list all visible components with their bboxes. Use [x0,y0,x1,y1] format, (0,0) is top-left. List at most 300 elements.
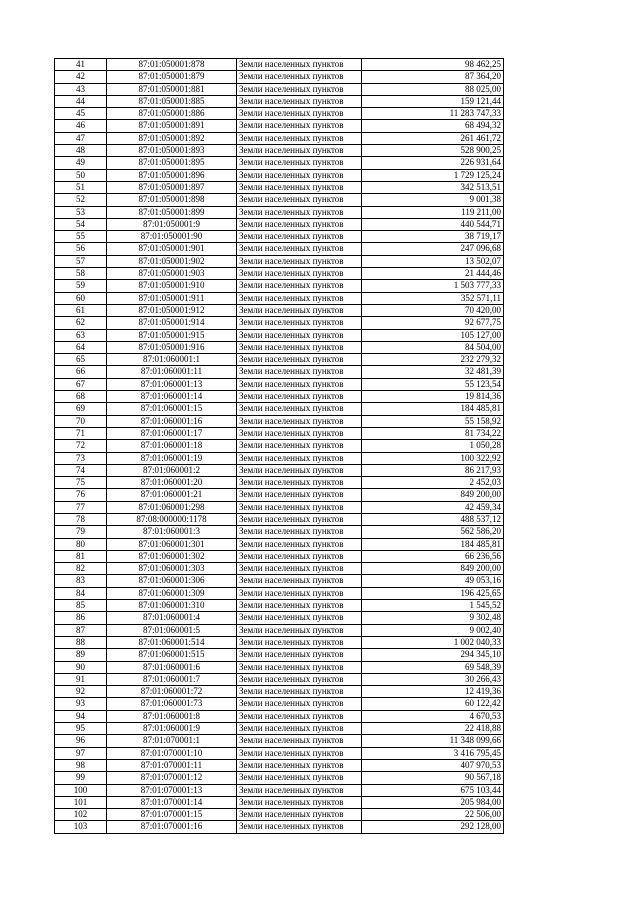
table-row [55,464,504,476]
table-row [55,452,504,464]
cadastral-value-cell: 352 571,11 [362,292,504,304]
row-number-cell: 74 [55,464,107,476]
table-row [55,280,504,292]
cadastral-value-cell: 11 283 747,33 [362,108,504,120]
cadastral-value-cell: 226 931,64 [362,157,504,169]
cadastral-number-cell: 87:01:050001:914 [107,317,237,329]
cadastral-number-cell: 87:01:060001:310 [107,600,237,612]
land-category-cell: Земли населенных пунктов [237,600,362,612]
cadastral-value-cell: 1 050,28 [362,440,504,452]
land-category-cell: Земли населенных пунктов [237,329,362,341]
cadastral-number-cell: 87:01:060001:72 [107,686,237,698]
cadastral-number-cell: 87:01:050001:892 [107,132,237,144]
cadastral-number-cell: 87:01:060001:21 [107,489,237,501]
land-category-cell: Земли населенных пунктов [237,636,362,648]
cadastral-value-cell: 81 734,22 [362,427,504,439]
cadastral-number-cell: 87:01:060001:7 [107,673,237,685]
cadastral-value-cell: 55 123,54 [362,378,504,390]
table-row [55,563,504,575]
cadastral-number-cell: 87:01:070001:11 [107,759,237,771]
row-number-cell: 58 [55,268,107,280]
cadastral-value-cell: 88 025,00 [362,83,504,95]
cadastral-number-cell: 87:01:060001:302 [107,550,237,562]
land-category-cell: Земли населенных пунктов [237,464,362,476]
cadastral-value-cell: 9 001,38 [362,194,504,206]
row-number-cell: 41 [55,59,107,71]
land-category-cell: Земли населенных пунктов [237,809,362,821]
table-row [55,181,504,193]
row-number-cell: 80 [55,538,107,550]
land-category-cell: Земли населенных пунктов [237,391,362,403]
cadastral-value-cell: 12 419,36 [362,686,504,698]
row-number-cell: 100 [55,784,107,796]
row-number-cell: 47 [55,132,107,144]
cadastral-number-cell: 87:01:070001:10 [107,747,237,759]
land-category-cell: Земли населенных пунктов [237,538,362,550]
cadastral-number-cell: 87:01:060001:514 [107,636,237,648]
row-number-cell: 85 [55,600,107,612]
row-number-cell: 57 [55,255,107,267]
cadastral-value-cell: 60 122,42 [362,698,504,710]
row-number-cell: 89 [55,649,107,661]
table-row [55,71,504,83]
table-row [55,710,504,722]
land-category-cell: Земли населенных пунктов [237,95,362,107]
table-row [55,120,504,132]
land-category-cell: Земли населенных пунктов [237,231,362,243]
cadastral-number-cell: 87:01:070001:1 [107,735,237,747]
table-row [55,83,504,95]
cadastral-number-cell: 87:01:060001:298 [107,501,237,513]
cadastral-value-cell: 100 322,92 [362,452,504,464]
cadastral-number-cell: 87:01:060001:6 [107,661,237,673]
land-category-cell: Земли населенных пунктов [237,723,362,735]
land-category-cell: Земли населенных пунктов [237,686,362,698]
cadastral-number-cell: 87:01:050001:912 [107,304,237,316]
row-number-cell: 88 [55,636,107,648]
land-category-cell: Земли населенных пунктов [237,243,362,255]
cadastral-number-cell: 87:01:050001:893 [107,145,237,157]
cadastral-value-cell: 440 544,71 [362,218,504,230]
row-number-cell: 94 [55,710,107,722]
row-number-cell: 70 [55,415,107,427]
cadastral-number-cell: 87:01:060001:8 [107,710,237,722]
land-category-cell: Земли населенных пунктов [237,612,362,624]
table-row [55,489,504,501]
row-number-cell: 59 [55,280,107,292]
land-category-cell: Земли населенных пунктов [237,440,362,452]
cadastral-value-cell: 66 236,56 [362,550,504,562]
row-number-cell: 55 [55,231,107,243]
table-row [55,95,504,107]
cadastral-number-cell: 87:01:060001:515 [107,649,237,661]
table-row [55,550,504,562]
cadastral-value-cell: 21 444,46 [362,268,504,280]
table-row [55,772,504,784]
cadastral-number-cell: 87:01:060001:73 [107,698,237,710]
land-category-cell: Земли населенных пунктов [237,268,362,280]
table-row [55,686,504,698]
table-row [55,108,504,120]
cadastral-value-cell: 90 567,18 [362,772,504,784]
cadastral-number-cell: 87:01:060001:18 [107,440,237,452]
row-number-cell: 83 [55,575,107,587]
cadastral-value-cell: 9 002,40 [362,624,504,636]
row-number-cell: 62 [55,317,107,329]
cadastral-value-cell: 1 545,52 [362,600,504,612]
land-category-cell: Земли населенных пунктов [237,255,362,267]
land-category-cell: Земли населенных пунктов [237,415,362,427]
table-row [55,169,504,181]
cadastral-number-cell: 87:01:050001:902 [107,255,237,267]
land-category-cell: Земли населенных пунктов [237,624,362,636]
cadastral-value-cell: 11 348 099,66 [362,735,504,747]
table-row [55,366,504,378]
table-row [55,440,504,452]
land-category-cell: Земли населенных пунктов [237,71,362,83]
table-row [55,698,504,710]
land-category-cell: Земли населенных пунктов [237,145,362,157]
cadastral-number-cell: 87:01:070001:16 [107,821,237,833]
land-category-cell: Земли населенных пунктов [237,526,362,538]
table-row [55,415,504,427]
cadastral-value-cell: 2 452,03 [362,477,504,489]
row-number-cell: 51 [55,181,107,193]
table-row [55,206,504,218]
table-row [55,513,504,525]
land-category-cell: Земли населенных пунктов [237,59,362,71]
row-number-cell: 91 [55,673,107,685]
table-row [55,636,504,648]
cadastral-value-cell: 9 302,48 [362,612,504,624]
cadastral-number-cell: 87:01:060001:9 [107,723,237,735]
cadastral-value-cell: 159 121,44 [362,95,504,107]
table-row [55,391,504,403]
table-row [55,218,504,230]
table-row [55,194,504,206]
cadastral-value-cell: 38 719,17 [362,231,504,243]
land-category-cell: Земли населенных пунктов [237,317,362,329]
cadastral-number-cell: 87:01:050001:896 [107,169,237,181]
cadastral-value-cell: 119 211,00 [362,206,504,218]
cadastral-number-cell: 87:01:050001:897 [107,181,237,193]
cadastral-number-cell: 87:01:050001:915 [107,329,237,341]
land-category-cell: Земли населенных пунктов [237,661,362,673]
table-row [55,759,504,771]
cadastral-value-cell: 184 485,81 [362,403,504,415]
table-row [55,575,504,587]
cadastral-value-cell: 247 096,68 [362,243,504,255]
cadastral-value-cell: 30 266,43 [362,673,504,685]
row-number-cell: 67 [55,378,107,390]
row-number-cell: 82 [55,563,107,575]
row-number-cell: 75 [55,477,107,489]
row-number-cell: 66 [55,366,107,378]
cadastral-number-cell: 87:01:050001:901 [107,243,237,255]
row-number-cell: 69 [55,403,107,415]
land-category-cell: Земли населенных пунктов [237,784,362,796]
land-category-cell: Земли населенных пунктов [237,477,362,489]
cadastral-value-cell: 92 677,75 [362,317,504,329]
row-number-cell: 93 [55,698,107,710]
cadastral-number-cell: 87:01:060001:11 [107,366,237,378]
table-row [55,145,504,157]
table-row [55,796,504,808]
row-number-cell: 79 [55,526,107,538]
row-number-cell: 48 [55,145,107,157]
cadastral-number-cell: 87:01:050001:895 [107,157,237,169]
table-row [55,304,504,316]
row-number-cell: 65 [55,354,107,366]
table-row [55,132,504,144]
row-number-cell: 60 [55,292,107,304]
row-number-cell: 54 [55,218,107,230]
land-category-cell: Земли населенных пунктов [237,120,362,132]
land-category-cell: Земли населенных пунктов [237,378,362,390]
land-category-cell: Земли населенных пунктов [237,280,362,292]
cadastral-number-cell: 87:01:060001:4 [107,612,237,624]
land-category-cell: Земли населенных пунктов [237,587,362,599]
row-number-cell: 52 [55,194,107,206]
cadastral-number-cell: 87:01:050001:886 [107,108,237,120]
cadastral-value-cell: 294 345,10 [362,649,504,661]
row-number-cell: 103 [55,821,107,833]
cadastral-value-cell: 98 462,25 [362,59,504,71]
table-row [55,59,504,71]
land-category-cell: Земли населенных пунктов [237,710,362,722]
row-number-cell: 42 [55,71,107,83]
land-category-cell: Земли населенных пунктов [237,403,362,415]
land-category-cell: Земли населенных пунктов [237,821,362,833]
table-body [55,59,504,834]
cadastral-value-cell: 1 503 777,33 [362,280,504,292]
table-row [55,501,504,513]
cadastral-number-cell: 87:01:060001:19 [107,452,237,464]
land-category-cell: Земли населенных пунктов [237,513,362,525]
land-category-cell: Земли населенных пунктов [237,563,362,575]
cadastral-number-cell: 87:01:060001:3 [107,526,237,538]
land-category-cell: Земли населенных пунктов [237,354,362,366]
land-category-cell: Земли населенных пунктов [237,206,362,218]
row-number-cell: 63 [55,329,107,341]
cadastral-number-cell: 87:01:060001:14 [107,391,237,403]
cadastral-number-cell: 87:01:060001:5 [107,624,237,636]
table-row [55,747,504,759]
cadastral-number-cell: 87:01:060001:1 [107,354,237,366]
cadastral-value-cell: 675 103,44 [362,784,504,796]
table-row [55,341,504,353]
cadastral-value-cell: 196 425,65 [362,587,504,599]
land-category-cell: Земли населенных пунктов [237,194,362,206]
table-row [55,403,504,415]
table-row [55,587,504,599]
row-number-cell: 90 [55,661,107,673]
cadastral-value-cell: 528 900,25 [362,145,504,157]
land-category-cell: Земли населенных пунктов [237,575,362,587]
row-number-cell: 78 [55,513,107,525]
land-category-cell: Земли населенных пунктов [237,698,362,710]
cadastral-value-cell: 55 158,92 [362,415,504,427]
table-row [55,427,504,439]
cadastral-value-cell: 105 127,00 [362,329,504,341]
cadastral-value-cell: 42 459,34 [362,501,504,513]
table-row [55,157,504,169]
row-number-cell: 71 [55,427,107,439]
row-number-cell: 86 [55,612,107,624]
cadastral-value-cell: 261 461,72 [362,132,504,144]
cadastral-value-cell: 87 364,20 [362,71,504,83]
cadastral-value-cell: 3 416 795,45 [362,747,504,759]
cadastral-value-cell: 84 504,00 [362,341,504,353]
row-number-cell: 95 [55,723,107,735]
row-number-cell: 73 [55,452,107,464]
cadastral-value-cell: 19 814,36 [362,391,504,403]
table-row [55,268,504,280]
cadastral-number-cell: 87:01:060001:15 [107,403,237,415]
land-category-cell: Земли населенных пунктов [237,649,362,661]
cadastral-number-cell: 87:01:060001:306 [107,575,237,587]
row-number-cell: 84 [55,587,107,599]
row-number-cell: 49 [55,157,107,169]
table-row [55,809,504,821]
land-category-cell: Земли населенных пунктов [237,292,362,304]
land-category-cell: Земли населенных пунктов [237,181,362,193]
land-category-cell: Земли населенных пунктов [237,366,362,378]
cadastral-value-cell: 22 506,00 [362,809,504,821]
land-category-cell: Земли населенных пунктов [237,747,362,759]
cadastral-number-cell: 87:01:050001:885 [107,95,237,107]
land-category-cell: Земли населенных пунктов [237,796,362,808]
row-number-cell: 50 [55,169,107,181]
land-category-cell: Земли населенных пунктов [237,735,362,747]
land-category-cell: Земли населенных пунктов [237,772,362,784]
table-row [55,243,504,255]
cadastral-value-cell: 184 485,81 [362,538,504,550]
table-row [55,661,504,673]
land-category-cell: Земли населенных пунктов [237,304,362,316]
cadastral-value-cell: 32 481,39 [362,366,504,378]
land-category-cell: Земли населенных пунктов [237,673,362,685]
table-row [55,784,504,796]
table-row [55,378,504,390]
table-row [55,538,504,550]
cadastral-value-cell: 22 418,88 [362,723,504,735]
row-number-cell: 56 [55,243,107,255]
row-number-cell: 46 [55,120,107,132]
row-number-cell: 44 [55,95,107,107]
cadastral-number-cell: 87:01:060001:17 [107,427,237,439]
table-row [55,723,504,735]
table-row [55,526,504,538]
cadastral-number-cell: 87:01:070001:14 [107,796,237,808]
cadastral-value-cell: 849 200,00 [362,563,504,575]
cadastral-number-cell: 87:01:050001:881 [107,83,237,95]
row-number-cell: 68 [55,391,107,403]
row-number-cell: 97 [55,747,107,759]
row-number-cell: 77 [55,501,107,513]
table-row [55,624,504,636]
row-number-cell: 76 [55,489,107,501]
row-number-cell: 87 [55,624,107,636]
row-number-cell: 61 [55,304,107,316]
row-number-cell: 64 [55,341,107,353]
land-category-cell: Земли населенных пунктов [237,157,362,169]
document-page [54,58,504,834]
cadastral-value-cell: 69 548,39 [362,661,504,673]
cadastral-number-cell: 87:01:050001:899 [107,206,237,218]
table-row [55,735,504,747]
cadastral-value-cell: 232 279,32 [362,354,504,366]
cadastral-number-cell: 87:01:060001:303 [107,563,237,575]
land-category-cell: Земли населенных пунктов [237,218,362,230]
cadastral-value-cell: 1 729 125,24 [362,169,504,181]
row-number-cell: 92 [55,686,107,698]
cadastral-number-cell: 87:01:050001:910 [107,280,237,292]
row-number-cell: 43 [55,83,107,95]
row-number-cell: 72 [55,440,107,452]
land-category-cell: Земли населенных пунктов [237,489,362,501]
cadastral-number-cell: 87:01:060001:301 [107,538,237,550]
cadastral-value-cell: 68 494,32 [362,120,504,132]
land-category-cell: Земли населенных пунктов [237,132,362,144]
row-number-cell: 45 [55,108,107,120]
table-row [55,317,504,329]
table-row [55,649,504,661]
cadastral-value-cell: 13 502,07 [362,255,504,267]
cadastral-value-cell: 70 420,00 [362,304,504,316]
row-number-cell: 53 [55,206,107,218]
cadastral-number-cell: 87:01:050001:911 [107,292,237,304]
cadastral-number-cell: 87:01:060001:13 [107,378,237,390]
land-category-cell: Земли населенных пунктов [237,550,362,562]
table-row [55,231,504,243]
land-category-cell: Земли населенных пунктов [237,501,362,513]
cadastral-number-cell: 87:01:050001:90 [107,231,237,243]
table-row [55,673,504,685]
row-number-cell: 102 [55,809,107,821]
cadastral-number-cell: 87:01:070001:15 [107,809,237,821]
row-number-cell: 98 [55,759,107,771]
land-category-cell: Земли населенных пунктов [237,759,362,771]
cadastral-number-cell: 87:08:000000:1178 [107,513,237,525]
cadastral-value-cell: 292 128,00 [362,821,504,833]
table-row [55,477,504,489]
cadastral-number-cell: 87:01:050001:898 [107,194,237,206]
table-row [55,292,504,304]
land-plots-table [54,58,504,834]
cadastral-number-cell: 87:01:050001:879 [107,71,237,83]
row-number-cell: 96 [55,735,107,747]
cadastral-number-cell: 87:01:070001:13 [107,784,237,796]
table-row [55,612,504,624]
table-row [55,821,504,833]
cadastral-number-cell: 87:01:050001:891 [107,120,237,132]
cadastral-number-cell: 87:01:050001:903 [107,268,237,280]
cadastral-number-cell: 87:01:060001:16 [107,415,237,427]
row-number-cell: 101 [55,796,107,808]
cadastral-value-cell: 342 513,51 [362,181,504,193]
land-category-cell: Земли населенных пунктов [237,427,362,439]
land-category-cell: Земли населенных пунктов [237,452,362,464]
cadastral-value-cell: 849 200,00 [362,489,504,501]
cadastral-value-cell: 205 984,00 [362,796,504,808]
cadastral-value-cell: 1 002 040,33 [362,636,504,648]
table-row [55,255,504,267]
cadastral-value-cell: 407 970,53 [362,759,504,771]
table-row [55,354,504,366]
cadastral-number-cell: 87:01:070001:12 [107,772,237,784]
cadastral-number-cell: 87:01:060001:309 [107,587,237,599]
